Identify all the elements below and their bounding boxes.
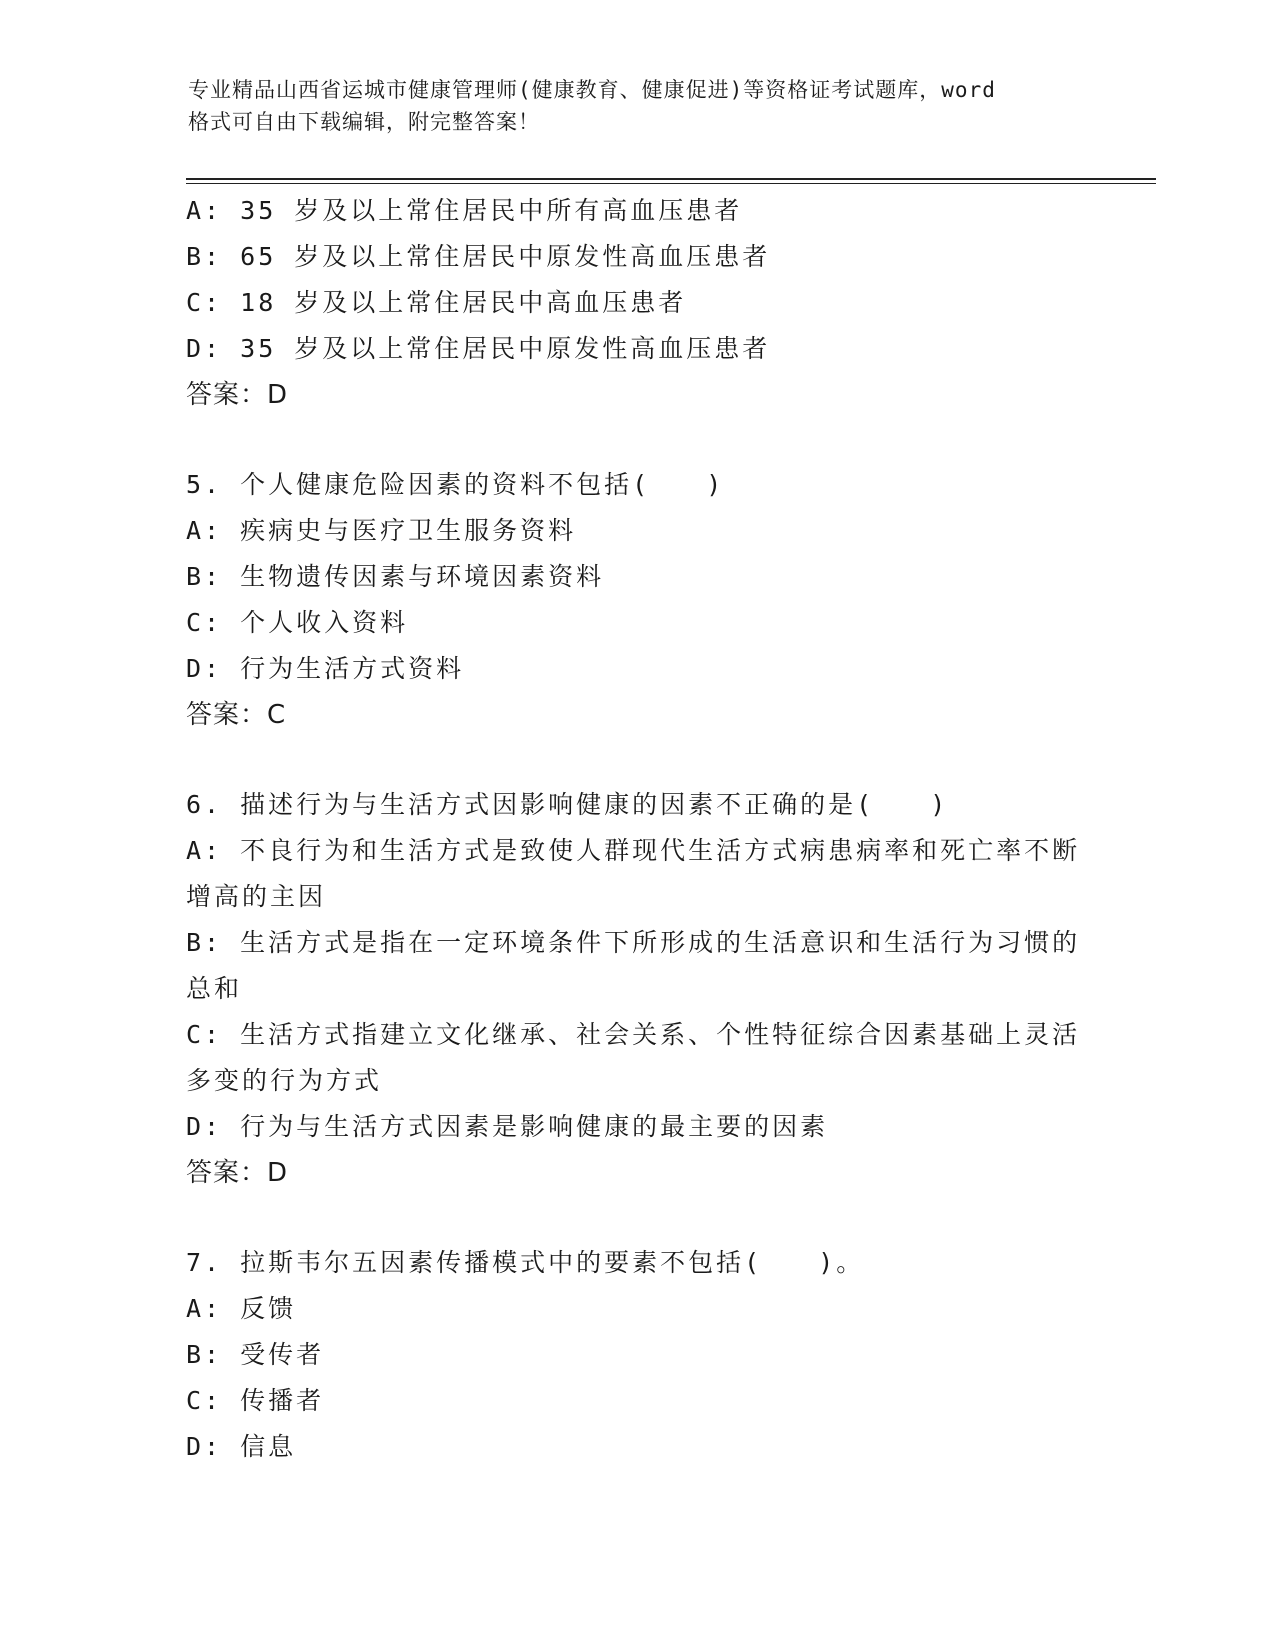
spacer [186, 1196, 1086, 1240]
question-stem: 7. 拉斯韦尔五因素传播模式中的要素不包括( )。 [186, 1248, 865, 1277]
question-7 [186, 1240, 1086, 1470]
answer: 答案：D [186, 380, 289, 410]
option-c: C: 18 岁及以上常住居民中高血压患者 [186, 288, 687, 317]
option-c: C: 个人收入资料 [186, 608, 409, 637]
question-list [186, 188, 1086, 1470]
option-d: D: 行为与生活方式因素是影响健康的最主要的因素 [186, 1112, 829, 1141]
spacer [186, 738, 1086, 782]
option-b: B: 生活方式是指在一定环境条件下所形成的生活意识和生活行为习惯的总和 [186, 928, 1081, 1003]
header-rule-thick [186, 178, 1156, 180]
option-a: A: 疾病史与医疗卫生服务资料 [186, 516, 577, 545]
option-a: A: 反馈 [186, 1294, 297, 1323]
option-b: B: 生物遗传因素与环境因素资料 [186, 562, 605, 591]
option-c: C: 生活方式指建立文化继承、社会关系、个性特征综合因素基础上灵活多变的行为方式 [186, 1020, 1081, 1095]
option-d: D: 35 岁及以上常住居民中原发性高血压患者 [186, 334, 771, 363]
option-b: B: 65 岁及以上常住居民中原发性高血压患者 [186, 242, 771, 271]
option-a: A: 不良行为和生活方式是致使人群现代生活方式病患病率和死亡率不断增高的主因 [186, 836, 1081, 911]
question-6 [186, 782, 1086, 1196]
answer: 答案：D [186, 1158, 289, 1188]
option-c: C: 传播者 [186, 1386, 325, 1415]
document-header [188, 74, 1088, 138]
spacer [186, 418, 1086, 462]
question-stem: 6. 描述行为与生活方式因影响健康的因素不正确的是( ) [186, 790, 949, 819]
header-line-1: 专业精品山西省运城市健康管理师(健康教育、健康促进)等资格证考试题库，word [188, 78, 996, 102]
option-b: B: 受传者 [186, 1340, 325, 1369]
answer: 答案：C [186, 700, 287, 730]
question-stem: 5. 个人健康危险因素的资料不包括( ) [186, 470, 725, 499]
option-d: D: 行为生活方式资料 [186, 654, 465, 683]
header-line-2: 格式可自由下载编辑，附完整答案！ [188, 110, 540, 134]
question-4 [186, 188, 1086, 418]
header-rule-thin [186, 183, 1156, 184]
option-d: D: 信息 [186, 1432, 297, 1461]
question-5 [186, 462, 1086, 738]
option-a: A: 35 岁及以上常住居民中所有高血压患者 [186, 196, 743, 225]
